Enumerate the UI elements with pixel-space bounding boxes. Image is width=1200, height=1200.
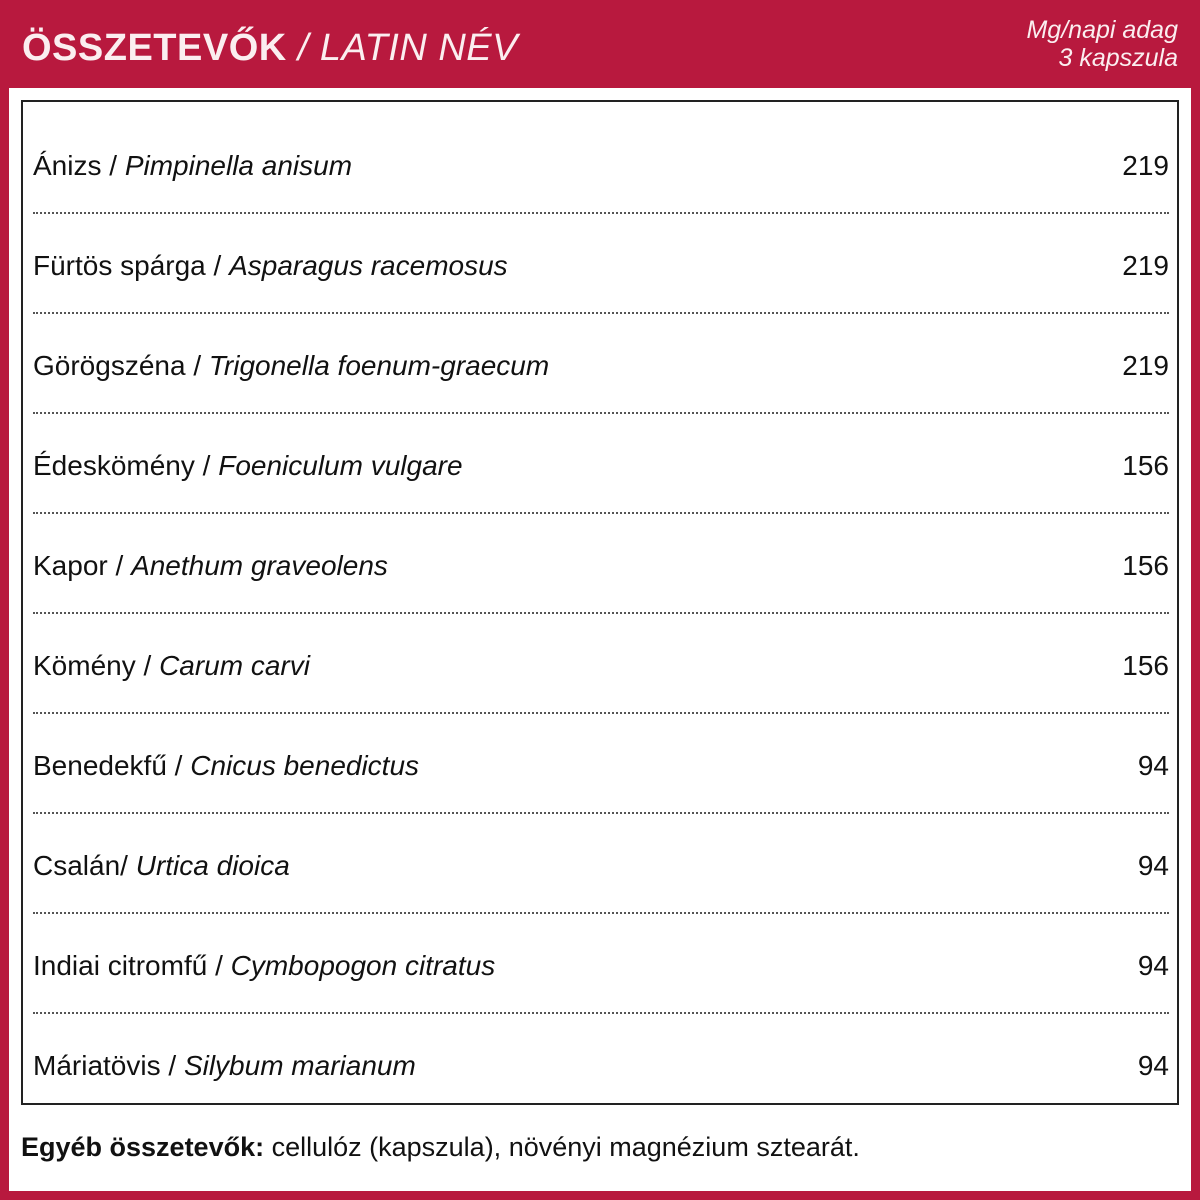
amount-mg: 219 bbox=[1122, 250, 1169, 281]
page-title bbox=[22, 26, 518, 70]
common-name: Ánizs bbox=[33, 150, 102, 181]
common-name: Édeskömény bbox=[33, 450, 195, 481]
common-name: Kapor bbox=[33, 550, 108, 581]
other-ingredients-text: cellulóz (kapszula), növényi magnézium sztearát. bbox=[264, 1132, 860, 1162]
common-name: Máriatövis bbox=[33, 1050, 161, 1081]
latin-name: Carum carvi bbox=[159, 650, 310, 681]
common-name: Csalán bbox=[33, 850, 121, 881]
common-name: Görögszéna bbox=[33, 350, 186, 381]
latin-name: Anethum graveolens bbox=[131, 550, 388, 581]
table-row bbox=[33, 514, 1169, 614]
amount-mg: 94 bbox=[1137, 1050, 1169, 1081]
amount-mg: 94 bbox=[1137, 950, 1169, 981]
dose-column-header bbox=[1026, 16, 1178, 72]
other-ingredients-label: Egyéb összetevők: bbox=[21, 1132, 265, 1162]
ingredient-name bbox=[33, 749, 419, 783]
amount-mg: 219 bbox=[1122, 350, 1169, 381]
ingredient-name bbox=[33, 649, 310, 683]
name-separator: / bbox=[185, 350, 209, 381]
ingredient-name bbox=[33, 249, 508, 283]
amount-mg: 219 bbox=[1122, 150, 1169, 181]
ingredients-table bbox=[21, 100, 1179, 1105]
latin-name: Silybum marianum bbox=[183, 1050, 416, 1081]
ingredient-name bbox=[33, 549, 388, 583]
title-ingredients: ÖSSZETEVŐK bbox=[22, 27, 287, 69]
ingredient-name bbox=[33, 949, 495, 983]
ingredient-name bbox=[33, 349, 549, 383]
ingredient-name bbox=[33, 1049, 416, 1083]
name-separator: / bbox=[205, 250, 230, 281]
dose-capsule-label: 3 kapszula bbox=[1058, 44, 1178, 72]
content-panel bbox=[9, 88, 1191, 1191]
other-ingredients-note bbox=[21, 1130, 860, 1164]
table-row bbox=[33, 214, 1169, 314]
title-separator: / bbox=[286, 27, 320, 69]
latin-name: Urtica dioica bbox=[135, 850, 290, 881]
table-row bbox=[33, 314, 1169, 414]
name-separator: / bbox=[101, 150, 125, 181]
table-row bbox=[33, 414, 1169, 514]
latin-name: Pimpinella anisum bbox=[124, 150, 353, 181]
table-row bbox=[33, 914, 1169, 1014]
table-row bbox=[33, 114, 1169, 214]
name-separator: / bbox=[120, 850, 136, 881]
common-name: Kömény bbox=[33, 650, 136, 681]
name-separator: / bbox=[160, 1050, 184, 1081]
amount-mg: 94 bbox=[1137, 750, 1169, 781]
dose-unit-label: Mg/napi adag bbox=[1026, 16, 1178, 44]
amount-mg: 94 bbox=[1137, 850, 1169, 881]
latin-name: Foeniculum vulgare bbox=[218, 450, 463, 481]
common-name: Indiai citromfű bbox=[33, 950, 208, 981]
amount-mg: 156 bbox=[1122, 650, 1169, 681]
header-bar bbox=[0, 0, 1200, 88]
table-row bbox=[33, 814, 1169, 914]
name-separator: / bbox=[207, 950, 231, 981]
common-name: Fürtös spárga bbox=[33, 250, 206, 281]
name-separator: / bbox=[107, 550, 132, 581]
common-name: Benedekfű bbox=[33, 750, 167, 781]
table-row bbox=[33, 614, 1169, 714]
latin-name: Cnicus benedictus bbox=[190, 750, 420, 781]
table-row bbox=[33, 1014, 1169, 1114]
latin-name: Trigonella foenum-graecum bbox=[208, 350, 550, 381]
latin-name: Asparagus racemosus bbox=[229, 250, 508, 281]
table-row bbox=[33, 714, 1169, 814]
ingredient-name bbox=[33, 149, 352, 183]
name-separator: / bbox=[194, 450, 219, 481]
name-separator: / bbox=[135, 650, 160, 681]
amount-mg: 156 bbox=[1122, 550, 1169, 581]
ingredient-name bbox=[33, 849, 290, 883]
name-separator: / bbox=[166, 750, 191, 781]
ingredient-name bbox=[33, 449, 463, 483]
amount-mg: 156 bbox=[1122, 450, 1169, 481]
latin-name: Cymbopogon citratus bbox=[230, 950, 496, 981]
title-latin-name: LATIN NÉV bbox=[319, 27, 518, 69]
